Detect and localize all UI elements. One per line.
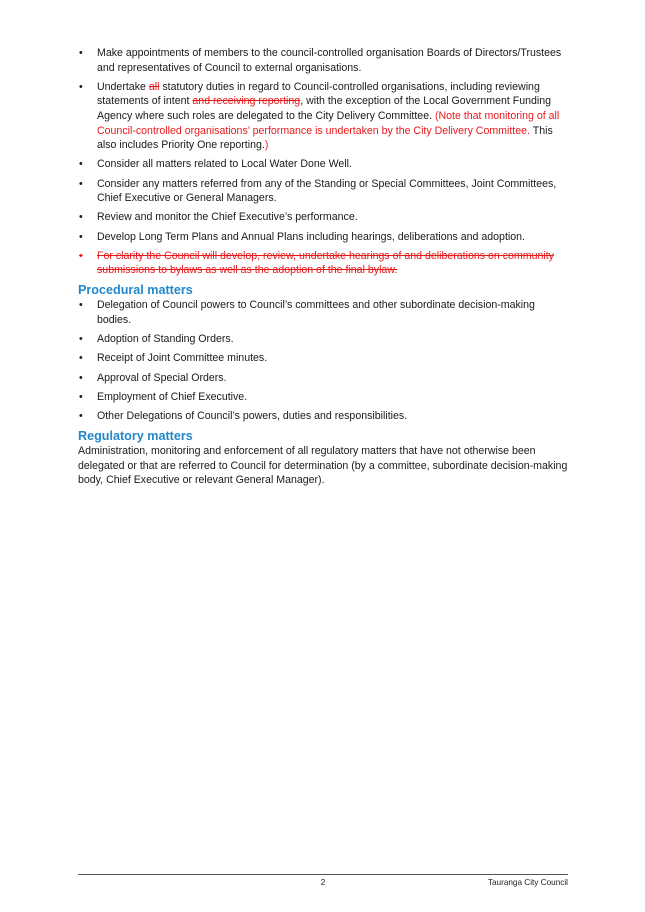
page-footer	[78, 878, 568, 892]
list-item	[78, 249, 568, 278]
list-item-text: Develop Long Term Plans and Annual Plans including hearings, deliberations and adoption.	[97, 230, 525, 243]
list-item	[78, 177, 568, 206]
deleted-text: and receiving reporting	[192, 95, 301, 108]
bullet-icon: •	[79, 47, 83, 59]
procedural-bullet-list	[78, 298, 568, 423]
list-item-text: Delegation of Council powers to Council’s committees and other subordinate decision-making bodies.	[97, 299, 535, 327]
list-item-text: statutory duties in regard to Council-controlled organisations, including reviewing statements of intent	[97, 80, 540, 108]
list-item-text: Approval of Special Orders.	[97, 371, 227, 384]
list-item	[78, 351, 568, 366]
list-item-text: This also includes Priority One reporting.	[97, 124, 553, 152]
list-item	[78, 80, 568, 153]
list-item	[78, 230, 568, 245]
bullet-icon: •	[79, 230, 83, 243]
bullet-icon: •	[79, 80, 83, 93]
deleted-text: For clarity the Council will develop, review, undertake hearings of and deliberations on community submissions to bylaws as well as the adoption of the final bylaw.	[97, 249, 554, 277]
regulatory-matters-heading: Regulatory matters	[78, 429, 193, 444]
list-item	[78, 46, 568, 75]
bullet-icon: •	[79, 333, 83, 346]
list-item	[78, 210, 568, 225]
footer-divider	[78, 874, 568, 875]
regulatory-matters-paragraph: Administration, monitoring and enforcement of all regulatory matters that have not otherwise been delegated or that are referred to Council for determination (by a committee, subordinate decision-making body, Chief Executive or relevant General Manager).	[78, 445, 568, 487]
list-item-text: Consider any matters referred from any of the Standing or Special Committees, Joint Committees, Chief Executive or General Managers.	[97, 177, 557, 205]
bullet-icon: •	[79, 249, 83, 262]
deleted-text: all	[148, 80, 160, 93]
list-item	[78, 332, 568, 347]
bullet-icon: •	[79, 158, 83, 171]
list-item-text: Adoption of Standing Orders.	[97, 333, 234, 346]
list-item	[78, 298, 568, 327]
page-number: 2	[320, 878, 326, 887]
bullet-icon: •	[79, 371, 83, 384]
procedural-matters-heading: Procedural matters	[78, 283, 193, 298]
list-item-text: , with the exception of the Local Government Funding Agency where such roles are delegated to the City Delivery Committee.	[97, 95, 552, 122]
list-item-text: Undertake	[97, 80, 149, 93]
page-content	[78, 46, 568, 488]
list-item-text: Other Delegations of Council’s powers, duties and responsibilities.	[97, 410, 408, 422]
bullet-icon: •	[79, 352, 83, 365]
list-item-text: Employment of Chief Executive.	[97, 390, 248, 403]
list-item	[78, 409, 568, 424]
bullet-icon: •	[79, 410, 83, 422]
decision-bullet-list	[78, 46, 568, 278]
list-item	[78, 371, 568, 386]
list-item-text: Review and monitor the Chief Executive’s performance.	[97, 211, 358, 224]
footer-organisation: Tauranga City Council	[487, 878, 568, 887]
list-item-text: Consider all matters related to Local Water Done Well.	[97, 158, 352, 171]
bullet-icon: •	[79, 177, 83, 190]
bullet-icon: •	[79, 299, 83, 312]
list-item-text: Make appointments of members to the council-controlled organisation Boards of Directors/Trustees and representatives of Council to external organisations.	[97, 47, 562, 74]
list-item	[78, 157, 568, 172]
list-item	[78, 390, 568, 405]
inserted-text: (Note that monitoring of all Council-controlled organisations’ performance is undertaken by the City Delivery Committee.	[97, 109, 560, 137]
inserted-text: )	[264, 139, 269, 152]
list-item-text: Receipt of Joint Committee minutes.	[97, 352, 268, 365]
bullet-icon: •	[79, 390, 83, 403]
bullet-icon: •	[79, 211, 83, 224]
